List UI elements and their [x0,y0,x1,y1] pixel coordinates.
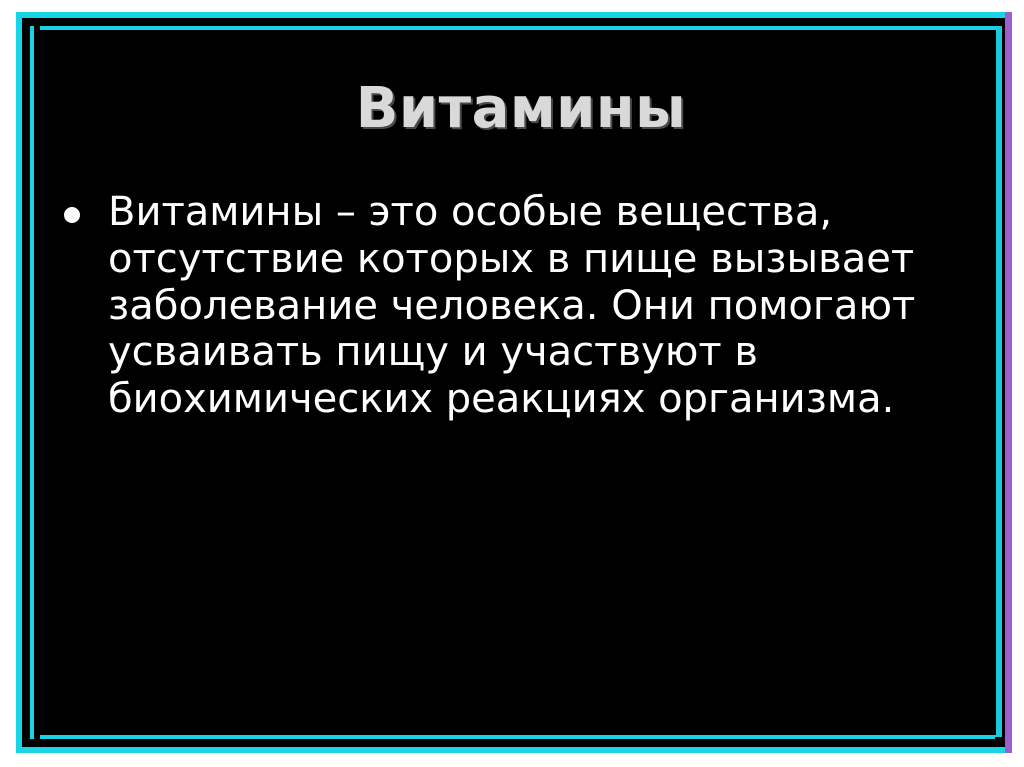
slide-content [46,34,996,734]
page-margin-top [0,0,1024,12]
border-band-right-cyan [996,26,1002,739]
slide-title: Витамины [355,76,687,141]
border-band-left-outer [16,12,22,753]
slide-bullet-list [46,189,996,423]
border-band-right-violet [1005,12,1012,753]
border-band-bottom-inner [40,735,1000,739]
list-item [46,189,996,423]
page-margin-bottom [0,753,1024,767]
page-margin-left [0,0,16,767]
border-band-left-inner [30,26,34,739]
round-bullet-icon [64,207,80,223]
bullet-paragraph: Витамины – это особые вещества, отсутствие которых в пище вызывает заболевание человека. Они помогают усваивать пищу и участвуют в биохимических реакциях организма. [108,189,916,423]
page-margin-right [1012,0,1024,767]
corner-accent-bottom-right [995,737,1005,747]
border-band-top-inner [40,26,1000,30]
border-band-top-outer [16,12,1012,18]
corner-accent-top-left [22,18,40,26]
